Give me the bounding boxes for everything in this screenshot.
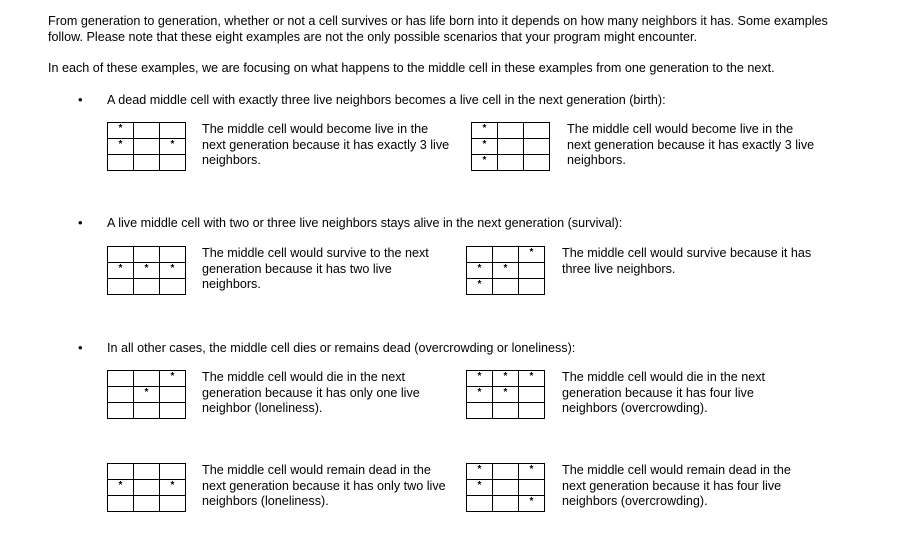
grid-cell	[108, 371, 134, 387]
grid-cell	[108, 155, 134, 171]
grid-cell	[160, 123, 186, 139]
grid-cell: *	[467, 464, 493, 480]
grid-cell	[467, 403, 493, 419]
grid-cell: *	[134, 263, 160, 279]
grid-cell: *	[467, 279, 493, 295]
desc-death-4: The middle cell would remain dead in the next generation because it has four live neighbors (overcrowding).	[562, 463, 791, 508]
grid-cell	[134, 480, 160, 496]
grid-cell: *	[472, 123, 498, 139]
grid-cell	[134, 139, 160, 155]
grid-cell	[493, 403, 519, 419]
grid-death-1	[107, 370, 186, 419]
grid-cell: *	[108, 139, 134, 155]
grid-cell	[108, 403, 134, 419]
grid-cell	[498, 123, 524, 139]
desc-death-3: The middle cell would remain dead in the next generation because it has only two live neighbors (loneliness).	[202, 463, 446, 508]
grid-cell	[519, 263, 545, 279]
grid-cell: *	[134, 387, 160, 403]
grid-cell	[467, 247, 493, 263]
grid-cell	[108, 247, 134, 263]
grid-cell: *	[160, 480, 186, 496]
grid-cell	[519, 279, 545, 295]
grid-cell	[493, 496, 519, 512]
grid-death-2	[466, 370, 545, 419]
grid-cell	[160, 403, 186, 419]
grid-survival-1	[107, 246, 186, 295]
desc-birth-1: The middle cell would become live in the next generation because it has exactly 3 live neighbors.	[202, 122, 450, 167]
grid-cell	[493, 480, 519, 496]
grid-cell	[134, 496, 160, 512]
grid-cell	[134, 371, 160, 387]
grid-cell	[108, 387, 134, 403]
focus-paragraph: In each of these examples, we are focusing on what happens to the middle cell in these examples from one generation to the next.	[48, 61, 775, 75]
grid-cell: *	[472, 139, 498, 155]
grid-cell: *	[493, 387, 519, 403]
desc-birth-2: The middle cell would become live in the next generation because it has exactly 3 live neighbors.	[567, 122, 815, 167]
desc-death-1: The middle cell would die in the next generation because it has only one live neighbor (loneliness).	[202, 370, 420, 415]
grid-cell: *	[108, 123, 134, 139]
grid-cell: *	[519, 464, 545, 480]
grid-cell	[134, 279, 160, 295]
grid-cell	[519, 480, 545, 496]
grid-cell	[108, 464, 134, 480]
heading-death: In all other cases, the middle cell dies or remains dead (overcrowding or loneliness):	[107, 341, 576, 355]
grid-birth-1	[107, 122, 186, 171]
heading-birth: A dead middle cell with exactly three live neighbors becomes a live cell in the next generation (birth):	[107, 93, 666, 107]
grid-cell: *	[467, 371, 493, 387]
grid-death-4	[466, 463, 545, 512]
bullet-death: •	[78, 340, 83, 355]
grid-cell: *	[467, 387, 493, 403]
grid-cell	[519, 403, 545, 419]
grid-cell	[493, 464, 519, 480]
grid-cell: *	[519, 247, 545, 263]
grid-cell	[134, 403, 160, 419]
grid-cell	[134, 247, 160, 263]
grid-cell: *	[493, 371, 519, 387]
grid-cell	[524, 123, 550, 139]
grid-cell	[134, 464, 160, 480]
grid-birth-2	[471, 122, 550, 171]
heading-survival: A live middle cell with two or three live neighbors stays alive in the next generation (survival):	[107, 216, 623, 230]
intro-paragraph: From generation to generation, whether or not a cell survives or has life born into it depends on how many neighbors it has. Some examples follow. Please note that these eight examples are not the only possible scenarios that your program might encounter.	[48, 14, 828, 44]
bullet-survival: •	[78, 215, 83, 230]
grid-cell: *	[519, 496, 545, 512]
grid-death-3	[107, 463, 186, 512]
grid-cell	[493, 247, 519, 263]
grid-cell: *	[519, 371, 545, 387]
grid-cell: *	[160, 371, 186, 387]
grid-cell	[134, 123, 160, 139]
grid-cell	[467, 496, 493, 512]
grid-cell	[134, 155, 160, 171]
grid-cell	[498, 155, 524, 171]
grid-cell	[493, 279, 519, 295]
grid-cell: *	[108, 263, 134, 279]
grid-cell: *	[467, 263, 493, 279]
grid-cell: *	[472, 155, 498, 171]
desc-survival-2: The middle cell would survive because it has three live neighbors.	[562, 246, 812, 276]
grid-cell	[524, 155, 550, 171]
grid-cell: *	[493, 263, 519, 279]
grid-cell	[160, 387, 186, 403]
desc-death-2: The middle cell would die in the next generation because it has four live neighbors (overcrowding).	[562, 370, 766, 415]
grid-cell: *	[467, 480, 493, 496]
grid-cell: *	[160, 263, 186, 279]
grid-cell	[160, 155, 186, 171]
grid-cell: *	[160, 139, 186, 155]
grid-cell	[160, 279, 186, 295]
grid-cell	[160, 496, 186, 512]
desc-survival-1: The middle cell would survive to the next generation because it has two live neighbors.	[202, 246, 429, 291]
grid-cell	[108, 496, 134, 512]
bullet-birth: •	[78, 92, 83, 107]
grid-cell	[108, 279, 134, 295]
grid-cell	[524, 139, 550, 155]
grid-cell	[498, 139, 524, 155]
grid-survival-2	[466, 246, 545, 295]
grid-cell	[519, 387, 545, 403]
grid-cell: *	[108, 480, 134, 496]
grid-cell	[160, 247, 186, 263]
grid-cell	[160, 464, 186, 480]
